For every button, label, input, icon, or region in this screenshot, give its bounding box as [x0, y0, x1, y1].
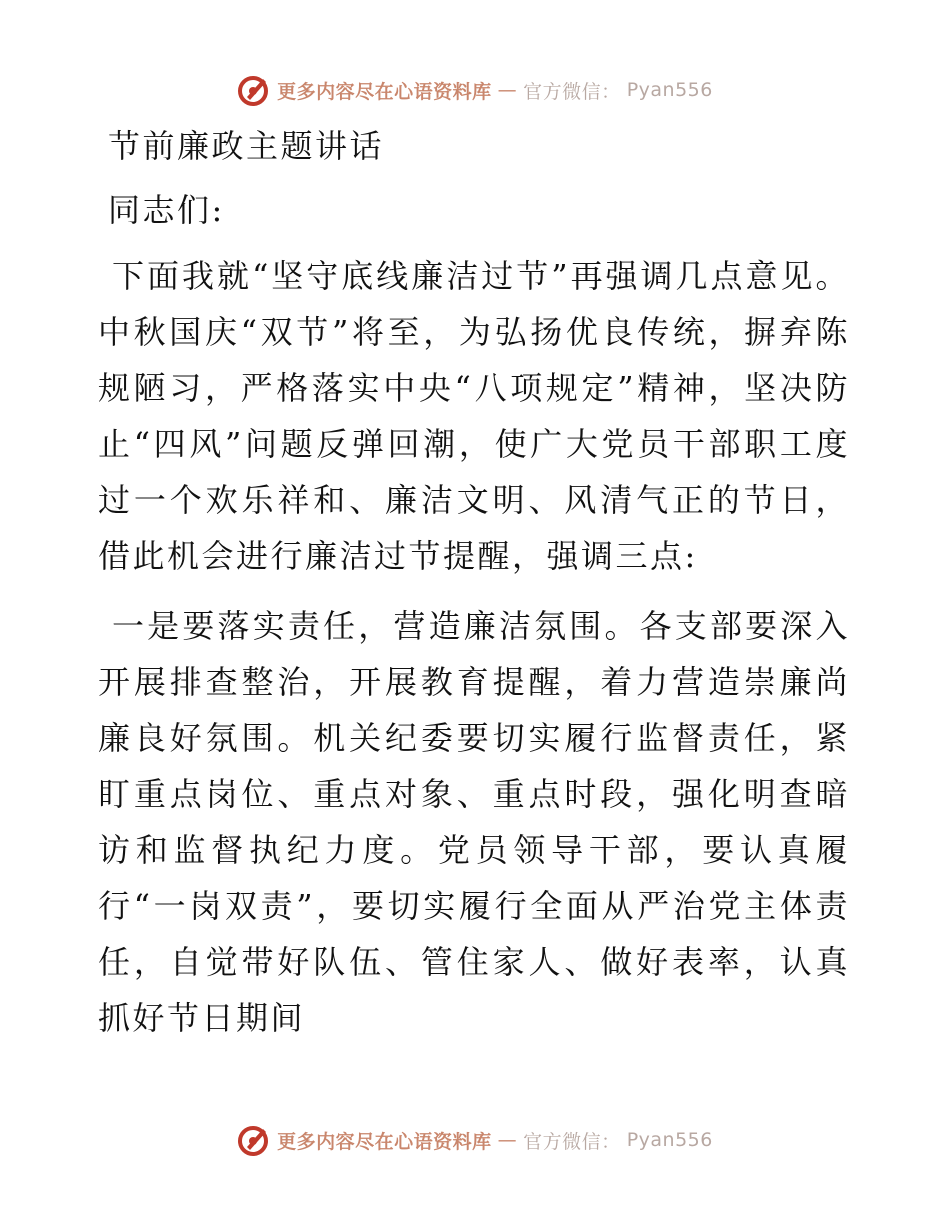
- footer-watermark: [0, 1120, 950, 1160]
- paragraph: 一是要落实责任，营造廉洁氛围。各支部要深入开展排查整治，开展教育提醒，着力营造崇廉尚廉良好氛围。机关纪委要切实履行监督责任，紧盯重点岗位、重点对象、重点时段，强化明查暗访和监督执纪力度。党员领导干部，要认真履行“一岗双责”，要切实履行全面从严治党主体责任，自觉带好队伍、管住家人、做好表率，认真抓好节日期间: [98, 607, 850, 1037]
- document-body: [98, 118, 850, 1060]
- header-watermark: [0, 70, 950, 110]
- watermark-main-text: 更多内容尽在心语资料库: [277, 80, 492, 103]
- watermark-dash: —: [497, 1129, 518, 1151]
- watermark-wechat-id: Pyan556: [626, 1129, 713, 1151]
- watermark-main-text: 更多内容尽在心语资料库: [277, 1130, 492, 1153]
- watermark-wechat-label: 官方微信：: [523, 80, 621, 103]
- watermark-wechat-id: Pyan556: [626, 79, 713, 101]
- document-title: 节前廉政主题讲话: [108, 127, 385, 165]
- red-crescent-pen-logo-icon: [237, 73, 271, 107]
- red-crescent-pen-logo-icon: [237, 1123, 271, 1157]
- watermark-dash: —: [497, 79, 518, 101]
- greeting: 同志们:: [108, 191, 225, 229]
- watermark-wechat-label: 官方微信：: [523, 1130, 621, 1153]
- paragraph: 下面我就“坚守底线廉洁过节”再强调几点意见。中秋国庆“双节”将至，为弘扬优良传统，摒弃陈规陋习，严格落实中央“八项规定”精神，坚决防止“四风”问题反弹回潮，使广大党员干部职工度过一个欢乐祥和、廉洁文明、风清气正的节日，借此机会进行廉洁过节提醒，强调三点:: [98, 257, 850, 575]
